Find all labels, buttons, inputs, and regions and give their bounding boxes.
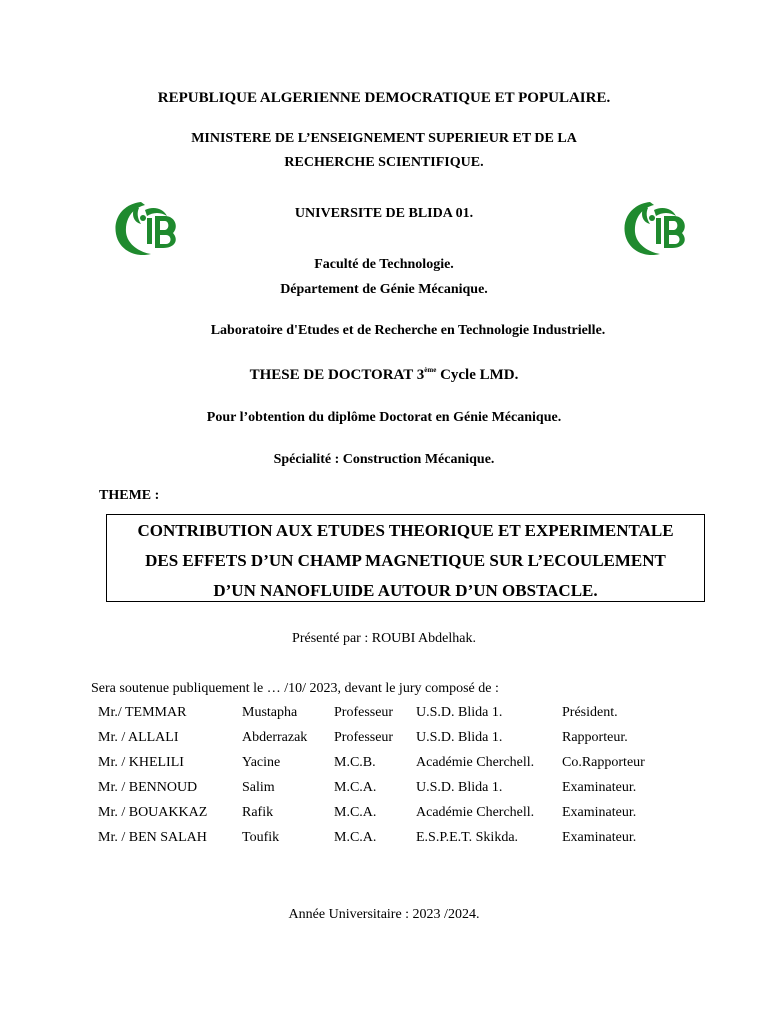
- jury-title-surname: Mr./ TEMMAR: [98, 705, 187, 720]
- jury-institution: Académie Cherchell.: [416, 805, 535, 820]
- jury-title-surname: Mr. / BEN SALAH: [98, 830, 207, 845]
- jury-grade: Professeur: [334, 730, 394, 745]
- republic-title: REPUBLIQUE ALGERIENNE DEMOCRATIQUE ET POPULAIRE.: [157, 90, 611, 106]
- jury-first-name: Toufik: [242, 830, 280, 845]
- jury-first-name: Yacine: [242, 755, 281, 770]
- thesis-type-ordinal: ème: [424, 366, 437, 374]
- theme-label: THEME :: [99, 488, 160, 503]
- jury-grade: M.C.A.: [334, 780, 377, 795]
- theme-title-line: DES EFFETS D’UN CHAMP MAGNETIQUE SUR L’ECOULEMENT: [145, 551, 666, 570]
- university-name: UNIVERSITE DE BLIDA 01.: [294, 206, 474, 221]
- theme-title-box: [106, 514, 705, 602]
- thesis-type-prefix: THESE DE DOCTORAT 3: [249, 367, 425, 383]
- jury-first-name: Mustapha: [242, 705, 298, 720]
- jury-first-name: Abderrazak: [242, 730, 308, 745]
- ministry-line-1: MINISTERE DE L’ENSEIGNEMENT SUPERIEUR ET DE LA: [191, 131, 577, 146]
- jury-title-surname: Mr. / BENNOUD: [98, 780, 198, 795]
- theme-title-line: CONTRIBUTION AUX ETUDES THEORIQUE ET EXPERIMENTALE: [137, 521, 674, 540]
- presented-by: Présenté par : ROUBI Abdelhak.: [292, 631, 476, 646]
- jury-grade: M.C.A.: [334, 830, 377, 845]
- department-name: Département de Génie Mécanique.: [280, 282, 488, 297]
- jury-role: Examinateur.: [562, 805, 637, 820]
- jury-grade: M.C.A.: [334, 805, 377, 820]
- faculty-name: Faculté de Technologie.: [314, 257, 454, 272]
- jury-first-name: Salim: [242, 780, 275, 795]
- jury-institution: Académie Cherchell.: [416, 755, 535, 770]
- jury-title-surname: Mr. / ALLALI: [98, 730, 179, 745]
- jury-role: Président.: [562, 705, 618, 720]
- thesis-type-suffix: Cycle LMD.: [436, 367, 519, 383]
- ministry-line-2: RECHERCHE SCIENTIFIQUE.: [284, 155, 484, 170]
- diploma-line: Pour l’obtention du diplôme Doctorat en Génie Mécanique.: [206, 410, 562, 425]
- jury-grade: Professeur: [334, 705, 394, 720]
- jury-institution: U.S.D. Blida 1.: [416, 780, 503, 795]
- jury-role: Co.Rapporteur: [562, 755, 645, 770]
- jury-title-surname: Mr. / KHELILI: [98, 755, 184, 770]
- thesis-type: [0, 366, 768, 384]
- jury-title-surname: Mr. / BOUAKKAZ: [98, 805, 208, 820]
- jury-role: Examinateur.: [562, 780, 637, 795]
- jury-first-name: Rafik: [242, 805, 274, 820]
- jury-role: Examinateur.: [562, 830, 637, 845]
- jury-grade: M.C.B.: [334, 755, 376, 770]
- jury-institution: E.S.P.E.T. Skikda.: [416, 830, 519, 845]
- jury-role: Rapporteur.: [562, 730, 628, 745]
- laboratory-name: Laboratoire d'Etudes et de Recherche en Technologie Industrielle.: [210, 323, 606, 338]
- academic-year: Année Universitaire : 2023 /2024.: [288, 907, 480, 922]
- theme-title-line: D’UN NANOFLUIDE AUTOUR D’UN OBSTACLE.: [213, 581, 598, 600]
- speciality-line: Spécialité : Construction Mécanique.: [273, 452, 495, 467]
- defense-intro: Sera soutenue publiquement le … /10/ 2023, devant le jury composé de :: [91, 681, 499, 696]
- jury-institution: U.S.D. Blida 1.: [416, 705, 503, 720]
- jury-institution: U.S.D. Blida 1.: [416, 730, 503, 745]
